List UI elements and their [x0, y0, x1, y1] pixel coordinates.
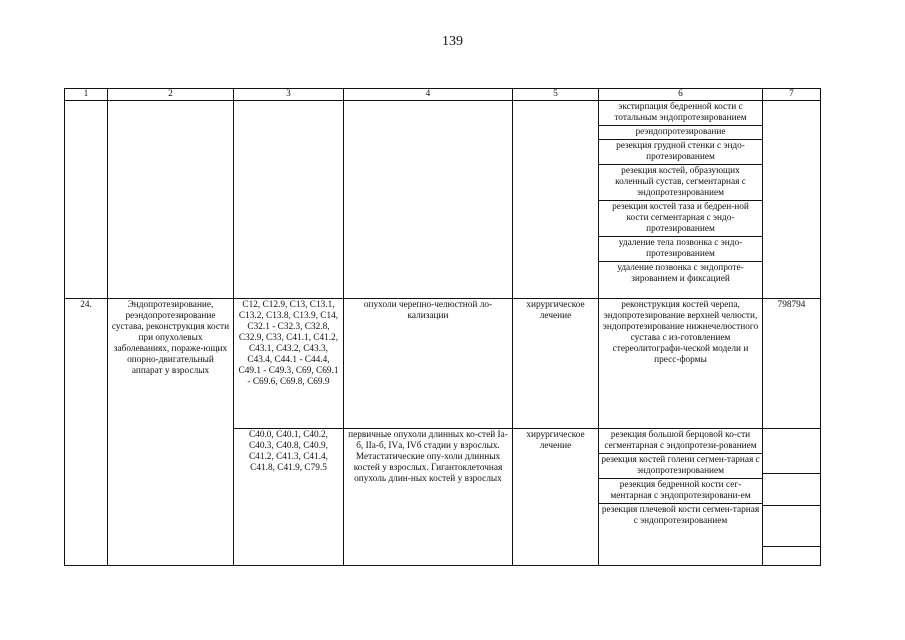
empty-cell	[234, 101, 344, 299]
table-row-continuation	[65, 101, 821, 299]
cost-value: 798794	[763, 299, 821, 429]
empty-cell	[65, 101, 108, 299]
method-item: реэндопротезирование	[599, 126, 762, 140]
treatment-type: хирургическое лечение	[513, 299, 599, 429]
care-type-name: Эндопротезирование, реэндопротезирование сустава, реконструкция кости при опухолевых заболеваниях, пораже-ющих опорно-двигательный аппарат у взрослых	[108, 299, 234, 566]
method-item: резекция костей таза и бедрен-ной кости сегментарная с эндо-протезированием	[599, 201, 762, 237]
header-cell: 5	[513, 89, 599, 101]
header-cell: 6	[599, 89, 763, 101]
method-item: резекция бедренной кости сег-ментарная с эндопротезировани-ем	[599, 479, 762, 504]
method-item: резекция плечевой кости сегмен-тарная с эндопротезированием	[601, 505, 760, 526]
cost-divider-list	[763, 429, 820, 549]
empty-cell	[513, 101, 599, 299]
method-item: удаление тела позвонка с эндо-протезированием	[599, 237, 762, 262]
method-list	[599, 429, 762, 528]
method-item: удаление позвонка с эндопроте-зированием и фиксацией	[617, 263, 744, 284]
empty-cell	[344, 101, 513, 299]
empty-cell	[763, 101, 821, 299]
method-list-cell	[599, 429, 763, 566]
method-item: резекция костей, образующих коленный сустав, сегментарная с эндопротезированием	[599, 165, 762, 201]
empty-cell	[763, 547, 820, 550]
method-item: экстирпация бедренной кости с тотальным эндопротезированием	[599, 101, 762, 126]
icd-codes: C40.0, C40.1, C40.2, C40.3, C40.8, C40.9, C41.2, C41.3, C41.4, C41.8, C41.9, C79.5	[234, 429, 344, 566]
header-cell: 4	[344, 89, 513, 101]
method-item: резекция костей голени сегмен-тарная с эндопротезированием	[599, 454, 762, 479]
method-list	[599, 101, 762, 286]
cost-cell	[763, 429, 821, 566]
method-item: резекция грудной стенки с эндо-протезированием	[599, 140, 762, 165]
page-number: 139	[442, 34, 463, 49]
medical-care-table	[64, 88, 821, 566]
icd-codes: C12, C12.9, C13, C13.1, C13.2, C13.8, C13.9, C14, C32.1 - C32.3, C32.8, C32.9, C33, C41.1, C41.2, C43.1, C43.2, C43.3, C43.4, C44.1 - C44.4, C49.1 - C49.3, C69, C69.1 - C69.6, C69.8, C69.9	[234, 299, 344, 429]
patient-model: опухоли черепно-челюстной ло-кализации	[344, 299, 513, 429]
header-cell: 7	[763, 89, 821, 101]
header-cell: 1	[65, 89, 108, 101]
treatment-method: реконструкция костей черепа, эндопротезирование верхней челюсти, эндопротезирование нижнечелюстного сустава с из-готовлением стереолитографи-ческой модели и пресс-формы	[599, 299, 763, 429]
empty-cell	[763, 474, 820, 506]
table-row	[65, 299, 821, 429]
header-cell: 3	[234, 89, 344, 101]
empty-cell	[108, 101, 234, 299]
treatment-type: хирургическое лечение	[513, 429, 599, 566]
patient-model: первичные опухоли длинных ко-стей Iа-б, IIа-б, IVа, IVб стадии у взрослых. Метастатические опу-холи длинных костей у взрослых. Гигантоклеточная опухоль длин-ных костей у взрослых	[344, 429, 513, 566]
method-item: резекция большой берцовой ко-сти сегментарная с эндопротези-рованием	[599, 429, 762, 454]
row-number: 24.	[65, 299, 108, 566]
empty-cell	[763, 506, 820, 547]
table-header-row	[65, 89, 821, 101]
header-cell: 2	[108, 89, 234, 101]
empty-cell	[763, 429, 820, 474]
method-list-cell	[599, 101, 763, 299]
